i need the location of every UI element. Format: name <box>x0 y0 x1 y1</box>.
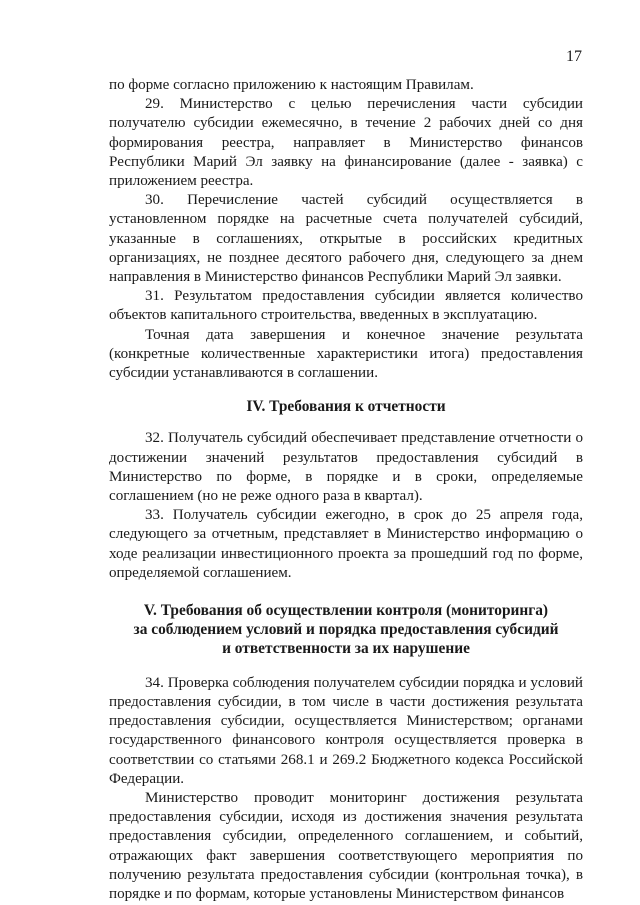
paragraph-31: 31. Результатом предоставления субсидии является количество объектов капитального строительства, введенных в эксплуатацию. <box>109 288 583 324</box>
paragraph-30: 30. Перечисление частей субсидий осуществляется в установленном порядке на расчетные счета получателей субсидий, указанные в соглашениях, открытые в российских кредитных организациях, не позднее десятого рабочего дня, следующего за днем направления в Министерство финансов Республики Марий Эл заявки. <box>109 192 583 286</box>
page-number: 17 <box>566 48 582 65</box>
section-iv-heading: IV. Требования к отчетности <box>246 398 446 416</box>
section-v-heading-line: за соблюдением условий и порядка предоставления субсидий <box>133 621 559 639</box>
paragraph-continuation: по форме согласно приложению к настоящим Правилам. <box>109 77 474 93</box>
paragraph-monitoring: Министерство проводит мониторинг достижения результата предоставления субсидии, исходя из достижения значения результата предоставления субсидии, определенного соглашением, и событий, отражающих факт завершения соответствующего мероприятия по получению результата предоставления субсидии (контрольная точка), в порядке и по формам, которые установлены Министерством финансов <box>109 789 583 902</box>
paragraph-32: 32. Получатель субсидий обеспечивает представление отчетности о достижении значений результатов предоставления субсидий в Министерство по форме, в порядке и в сроки, определяемые соглашением (но не реже одного раза в квартал). <box>109 430 583 505</box>
paragraph-result-date: Точная дата завершения и конечное значение результата (конкретные количественные характеристики итога) предоставления субсидии устанавливаются в соглашении. <box>109 326 583 382</box>
section-v-heading <box>109 601 583 659</box>
section-v-heading-line: и ответственности за их нарушение <box>222 640 470 658</box>
paragraph-34: 34. Проверка соблюдения получателем субсидии порядка и условий предоставления субсидии, в том числе в части достижения результата предоставления субсидии, осуществляется Министерством; органами государственного финансового контроля осуществляется проверка в соответствии со статьями 268.1 и 269.2 Бюджетного кодекса Российской Федерации. <box>109 674 583 787</box>
section-v-heading-line: V. Требования об осуществлении контроля (мониторинга) <box>143 602 549 620</box>
document-body <box>109 76 583 904</box>
paragraph-29: 29. Министерство с целью перечисления части субсидии получателю субсидии ежемесячно, в течение 2 рабочих дней со дня формирования реестра, направляет в Министерство финансов Республики Марий Эл заявку на финансирование (далее - заявка) с приложением реестра. <box>109 96 583 190</box>
paragraph-33: 33. Получатель субсидии ежегодно, в срок до 25 апреля года, следующего за отчетным, представляет в Министерство информацию о ходе реализации инвестиционного проекта за прошедший год по форме, определяемой соглашением. <box>109 507 583 581</box>
